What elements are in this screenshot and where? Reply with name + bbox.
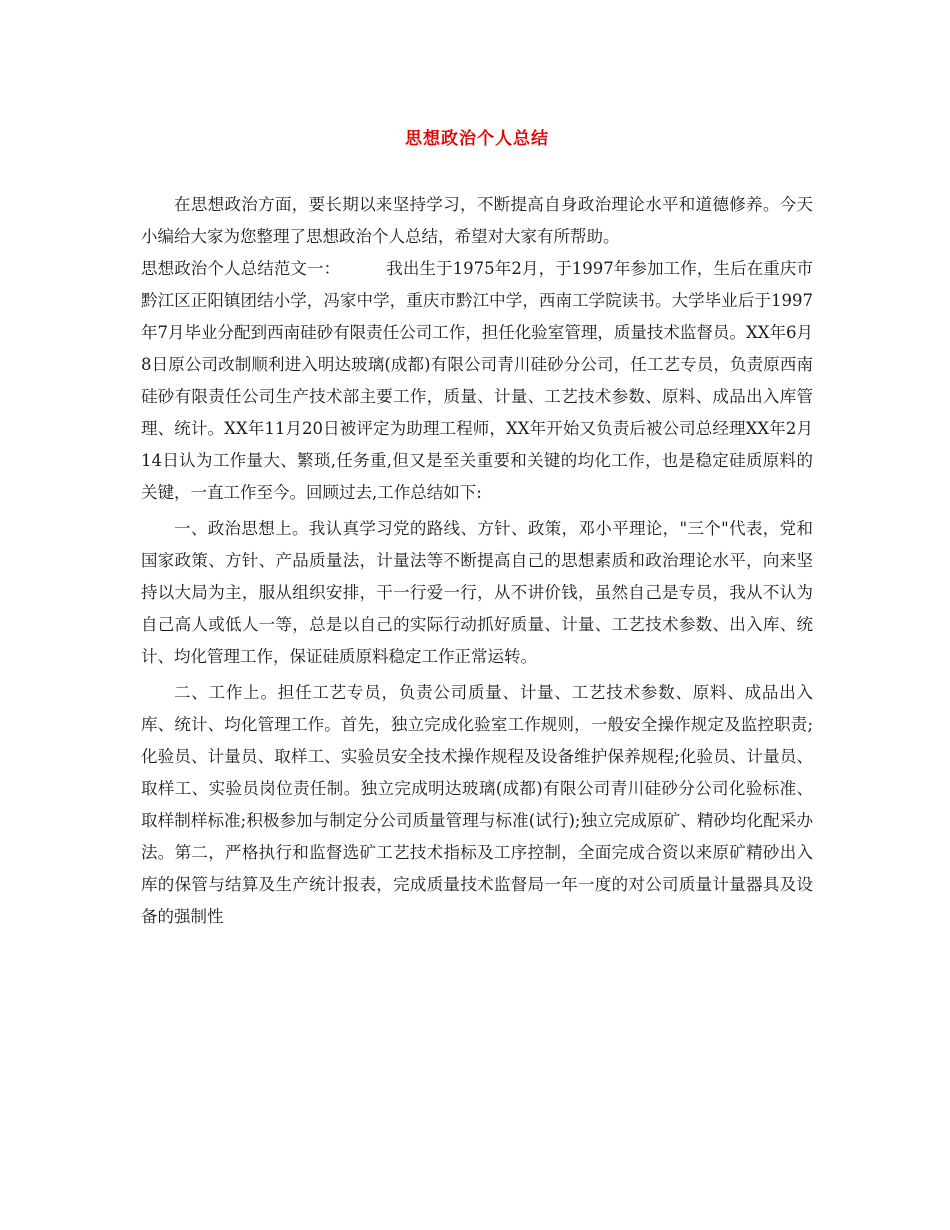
sample-label: 思想政治个人总结范文一： <box>141 259 341 278</box>
sample-paragraph <box>141 253 813 509</box>
sample-body: 我出生于1975年2月，于1997年参加工作，生后在重庆市黔江区正阳镇团结小学，冯家中学，重庆市黔江中学，西南工学院读书。大学毕业后于1997年7月毕业分配到西南硅砂有限责任公司工作，担任化验室管理，质量技术监督员。XX年6月8日原公司改制顺利进入明达玻璃(成都)有限公司青川硅砂分公司，任工艺专员，负责原西南硅砂有限责任公司生产技术部主要工作，质量、计量、工艺技术参数、原料、成品出入库管理、统计。XX年11月20日被评定为助理工程师，XX年开始又负责后被公司总经理XX年2月14日认为工作量大、繁琐,任务重,但又是至关重要和关键的均化工作，也是稳定硅质原料的关键，一直工作至今。回顾过去,工作总结如下: <box>141 259 814 502</box>
document-body <box>141 189 813 933</box>
document-title: 思想政治个人总结 <box>405 129 549 149</box>
section-politics-paragraph: 一、政治思想上。我认真学习党的路线、方针、政策，邓小平理论，"三个"代表，党和国家政策、方针、产品质量法，计量法等不断提高自己的思想素质和政治理论水平，向来坚持以大局为主，服从组织安排，干一行爱一行，从不讲价钱，虽然自己是专员，我从不认为自己高人或低人一等，总是以自己的实际行动抓好质量、计量、工艺技术参数、出入库、统计、均化管理工作，保证硅质原料稳定工作正常运转。 <box>141 519 813 666</box>
section-work-paragraph: 二、工作上。担任工艺专员，负责公司质量、计量、工艺技术参数、原料、成品出入库、统计、均化管理工作。首先，独立完成化验室工作规则，一般安全操作规定及监控职责;化验员、计量员、取样工、实验员安全技术操作规程及设备维护保养规程;化验员、计量员、取样工、实验员岗位责任制。独立完成明达玻璃(成都)有限公司青川硅砂分公司化验标准、取样制样标准;积极参加与制定分公司质量管理与标准(试行);独立完成原矿、精砂均化配采办法。第二，严格执行和监督选矿工艺技术指标及工序控制，全面完成合资以来原矿精砂出入库的保管与结算及生产统计报表，完成质量技术监督局一年一度的对公司质量计量器具及设备的强制性 <box>141 683 813 926</box>
intro-paragraph: 在思想政治方面，要长期以来坚持学习，不断提高自身政治理论水平和道德修养。今天小编给大家为您整理了思想政治个人总结，希望对大家有所帮助。 <box>141 195 813 246</box>
